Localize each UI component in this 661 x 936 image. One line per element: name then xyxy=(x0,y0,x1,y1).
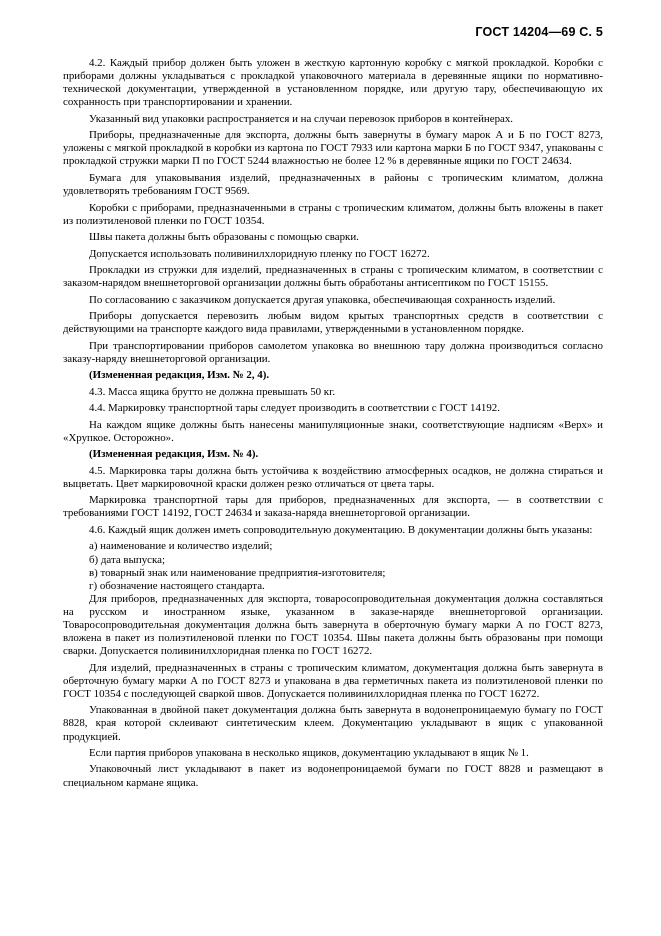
paragraph: 4.3. Масса ящика брутто не должна превышать 50 кг. xyxy=(89,385,336,398)
paragraph: 4.6. Каждый ящик должен иметь сопроводительную документацию. В документации должны быть указаны: xyxy=(89,523,593,536)
list-item: б) дата выпуска; xyxy=(89,553,165,566)
list-item: г) обозначение настоящего стандарта. xyxy=(89,579,265,592)
paragraph: По согласованию с заказчиком допускается другая упаковка, обеспечивающая сохранность изделий. xyxy=(89,293,556,306)
paragraph: Коробки с приборами, предназначенными в страны с тропическим климатом, должны быть вложены в пакет из полиэтиленовой пленки по ГОСТ 10354. xyxy=(63,201,603,227)
paragraph: На каждом ящике должны быть нанесены манипуляционные знаки, соответствующие надписям «Верх» и «Хрупкое. Осторожно». xyxy=(63,418,603,444)
paragraph: 4.4. Маркировку транспортной тары следует производить в соответствии с ГОСТ 14192. xyxy=(89,402,500,415)
amendment-note: (Измененная редакция, Изм. № 2, 4). xyxy=(89,369,270,382)
paragraph: 4.5. Маркировка тары должна быть устойчива к воздействию атмосферных осадков, не должна стираться и выцветать. Цвет маркировочной краски должен резко отличаться от цвета тары. xyxy=(63,464,603,490)
paragraph: При транспортировании приборов самолетом упаковка во внешнюю тару должна производиться согласно заказу-наряду внешнеторговой организации. xyxy=(63,339,603,365)
paragraph: Если партия приборов упакована в несколько ящиков, документацию укладывают в ящик № 1. xyxy=(89,747,529,759)
paragraph: Для приборов, предназначенных для экспорта, товаросопроводительная документация должна составляться на русском и иностранном языке, указанном в заказе-наряде внешнеторговой организации. Товаросопроводительная документация должна быть завернута в оберточную бумагу марки А по ГОСТ 8273, вложена в пакет из полиэтиленовой пленки по ГОСТ 10354. Швы пакета должны быть образованы при помощи сварки. Допускается поливинилхлоридная пленка по ГОСТ 16272. xyxy=(63,592,603,658)
amendment-note: (Измененная редакция, Изм. № 4). xyxy=(89,448,259,461)
paragraph: Упакованная в двойной пакет документация должна быть завернута в водонепроницаемую бумагу по ГОСТ 8828, края которой склеивают синтетическим клеем. Документацию укладывают в ящик с упакованной продукцией. xyxy=(63,704,603,743)
paragraph: Допускается использовать поливинилхлоридную пленку по ГОСТ 16272. xyxy=(89,247,430,260)
paragraph: Приборы допускается перевозить любым видом крытых транспортных средств в соответствии с действующими на транспорте каждого вида правилами, утвержденными в установленном порядке. xyxy=(63,310,603,336)
paragraph: Прокладки из стружки для изделий, предназначенных в страны с тропическим климатом, в соответствии с заказом-нарядом внешнеторговой организации должны быть обработаны антисептиком по ГОСТ 15155. xyxy=(63,264,603,290)
list-item: а) наименование и количество изделий; xyxy=(89,540,273,553)
paragraph: Маркировка транспортной тары для приборов, предназначенных для экспорта, — в соответствии с требованиями ГОСТ 14192, ГОСТ 24634 и заказа-наряда внешнеторговой организации. xyxy=(63,494,603,520)
paragraph: Швы пакета должны быть образованы с помощью сварки. xyxy=(89,231,359,244)
document-body xyxy=(63,57,603,793)
paragraph: Приборы, предназначенные для экспорта, должны быть завернуты в бумагу марок А и Б по ГОСТ 8273, уложены с мягкой прокладкой в коробки из картона по ГОСТ 7933 или картона марки Б по ГОСТ 9347, упакованы с прокладкой стружки марки П по ГОСТ 5244 влажностью не более 12 % в деревянные ящики по ГОСТ 24634. xyxy=(63,129,603,168)
paragraph: 4.2. Каждый прибор должен быть уложен в жесткую картонную коробку с мягкой прокладкой. Коробки с приборами должны укладываться с прокладкой упаковочного материала в деревянные ящики по нормативно-технической документации, утвержденной в установленном порядке, или другую тару, обеспечивающую их сохранность при транспортировании и хранении. xyxy=(63,57,603,109)
page-header: ГОСТ 14204—69 С. 5 xyxy=(475,25,603,39)
paragraph: Бумага для упаковывания изделий, предназначенных в районы с тропическим климатом, должна удовлетворять требованиям ГОСТ 9569. xyxy=(63,171,603,198)
list-item: в) товарный знак или наименование предприятия-изготовителя; xyxy=(89,566,386,579)
paragraph: Для изделий, предназначенных в страны с тропическим климатом, документация должна быть завернута в оберточную бумагу марки А по ГОСТ 8273 и упакована в два герметичных пакета из полиэтиленовой пленки по ГОСТ 10354 с последующей сваркой швов. Допускается поливинилхлоридная пленка по ГОСТ 16272. xyxy=(63,661,603,700)
paragraph: Упаковочный лист укладывают в пакет из водонепроницаемой бумаги по ГОСТ 8828 и размещают в специальном кармане ящика. xyxy=(63,763,603,789)
paragraph: Указанный вид упаковки распространяется и на случаи перевозок приборов в контейнерах. xyxy=(89,112,514,125)
